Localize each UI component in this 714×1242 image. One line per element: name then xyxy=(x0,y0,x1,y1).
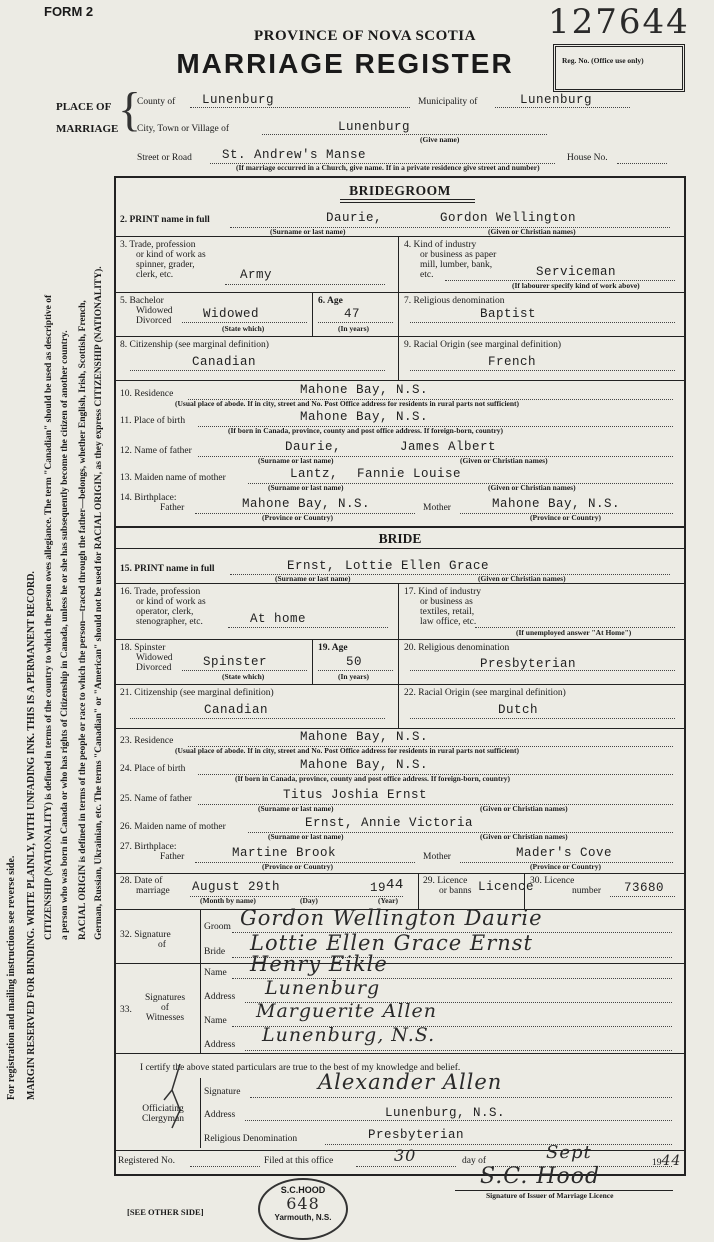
bride-father-given-caption: (Given or Christian names) xyxy=(480,804,568,813)
bride-origin-label: 22. Racial Origin (see marginal definition) xyxy=(404,688,566,698)
bride-birthplace-label: 24. Place of birth xyxy=(120,764,186,774)
marriage-date: August 29th xyxy=(192,880,281,894)
house-number-label: House No. xyxy=(567,153,608,163)
bride-racial-origin: Dutch xyxy=(498,703,539,717)
bride-age: 50 xyxy=(346,655,363,669)
bride-marital-status: Spinster xyxy=(203,655,268,669)
day-of-label: day of xyxy=(462,1156,487,1166)
bride-birthplace-note: (If born in Canada, province, county and post office address. If foreign-born, country) xyxy=(235,774,511,783)
clergy-denomination: Presbyterian xyxy=(368,1128,465,1142)
witness1-name-label: Name xyxy=(204,968,227,978)
witness-signature-label: Signatures of Witnesses xyxy=(144,993,186,1023)
bride-trade-label: 16. Trade, profession or kind of work as operator, clerk, stenographer, etc. xyxy=(120,587,206,627)
give-name-note: (Give name) xyxy=(420,135,460,144)
groom-father-given: James Albert xyxy=(400,440,497,454)
father-given-caption: (Given or Christian names) xyxy=(460,456,548,465)
registration-stamp-number: 127644 xyxy=(548,2,690,42)
father-surname-caption: (Surname or last name) xyxy=(258,456,334,465)
groom-industry-label: 4. Kind of industry or business as paper mill, lumber, bank, etc. xyxy=(404,240,497,280)
in-years-caption: (In years) xyxy=(338,324,370,333)
clergy-signature: Alexander Allen xyxy=(318,1070,503,1094)
witness2-address: Lunenburg, N.S. xyxy=(262,1024,436,1046)
bride-age-label: 19. Age xyxy=(318,643,348,653)
bride-mother-label: 26. Maiden name of mother xyxy=(120,822,226,832)
groom-surname-caption: (Surname or last name) xyxy=(270,227,346,236)
groom-age: 47 xyxy=(344,307,361,321)
bride-religion: Presbyterian xyxy=(480,657,577,671)
issuer-stamp xyxy=(258,1178,348,1240)
bride-name-label: 15. PRINT name in full xyxy=(120,564,215,574)
groom-industry: Serviceman xyxy=(536,265,617,279)
groom-signature-label: Groom xyxy=(204,922,231,932)
day-caption: (Day) xyxy=(300,896,318,905)
bride-father-bp-label: Father xyxy=(160,852,185,862)
bride-signature-label: Bride xyxy=(204,947,226,957)
street-note: (If marriage occurred in a Church, give name. If in a private residence give street and number) xyxy=(236,163,540,172)
clergy-signature-label: Signature xyxy=(204,1087,241,1097)
bridegroom-heading: BRIDEGROOM xyxy=(349,183,451,198)
bride-status-label: 18. Spinster Widowed Divorced xyxy=(120,643,173,673)
bride-given-names: Lottie Ellen Grace xyxy=(345,559,490,573)
province-heading: PROVINCE OF NOVA SCOTIA xyxy=(254,28,476,44)
bride-mother-prov-caption: (Province or Country) xyxy=(530,862,601,871)
witness-number: 33. xyxy=(120,1005,132,1015)
bride-religion-label: 20. Religious denomination xyxy=(404,643,510,653)
groom-citizenship: Canadian xyxy=(192,355,257,369)
bride-father-surname-caption: (Surname or last name) xyxy=(258,804,334,813)
groom-mother-label: 13. Maiden name of mother xyxy=(120,473,226,483)
licence-or-banns-value: Licence xyxy=(478,880,535,894)
bride-years-caption: (In years) xyxy=(338,672,370,681)
witness1-address-label: Address xyxy=(204,992,236,1002)
groom-mother-surname: Lantz, xyxy=(290,467,339,481)
witness2-name-label: Name xyxy=(204,1016,227,1026)
filed-year: 1944 xyxy=(652,1153,682,1169)
groom-mother-birthplace: Mahone Bay, N.S. xyxy=(492,497,621,511)
groom-trade: Army xyxy=(240,268,273,282)
unemployed-note: (If unemployed answer "At Home") xyxy=(516,628,632,637)
bride-birthplace: Mahone Bay, N.S. xyxy=(300,758,429,772)
groom-residence: Mahone Bay, N.S. xyxy=(300,383,429,397)
father-prov-caption: (Province or Country) xyxy=(262,513,333,522)
place-label-line2: MARRIAGE xyxy=(56,123,119,135)
street-value: St. Andrew's Manse xyxy=(222,148,367,162)
bride-father-prov-caption: (Province or Country) xyxy=(262,862,333,871)
filed-month: Sept xyxy=(546,1142,592,1163)
certification-statement: I certify the above stated particulars are true to the best of my knowledge and belief. xyxy=(140,1063,461,1073)
bride-mother-given-caption: (Given or Christian names) xyxy=(480,832,568,841)
bride-heading: BRIDE xyxy=(378,531,422,546)
witness1-name: Henry Eikle xyxy=(250,952,388,976)
licence-number: 73680 xyxy=(624,881,665,895)
groom-age-label: 6. Age xyxy=(318,296,343,306)
marriage-date-label: 28. Date of marriage xyxy=(120,876,170,896)
municipality-label: Municipality of xyxy=(418,97,478,107)
form-number: FORM 2 xyxy=(44,4,94,19)
groom-birthplace-label: 11. Place of birth xyxy=(120,416,186,426)
groom-name-label: 2. PRINT name in full xyxy=(120,215,210,225)
street-label: Street or Road xyxy=(137,153,192,163)
bride-residence-label: 23. Residence xyxy=(120,736,174,746)
bride-mother-name: Ernst, Annie Victoria xyxy=(305,816,474,830)
city-value: Lunenburg xyxy=(338,120,411,134)
year-caption: (Year) xyxy=(378,896,398,905)
bride-mother-bp-label: Mother xyxy=(423,852,451,862)
witness2-name: Marguerite Allen xyxy=(256,1000,437,1022)
couple-signature-label: 32. Signature of xyxy=(120,930,171,950)
groom-racial-origin: French xyxy=(488,355,537,369)
groom-father-label: 12. Name of father xyxy=(120,446,192,456)
groom-signature: Gordon Wellington Daurie xyxy=(240,906,543,930)
labourer-note: (If labourer specify kind of work above) xyxy=(512,281,640,290)
bride-residence-note: (Usual place of abode. If in city, street and No. Post Office address for residents in rural parts not sufficient) xyxy=(175,746,520,755)
groom-trade-label: 3. Trade, profession or kind of work as spinner, grader, clerk, etc. xyxy=(120,240,206,280)
month-caption: (Month by name) xyxy=(200,896,256,905)
city-label: City, Town or Village of xyxy=(137,124,229,134)
issuer-signature: S.C. Hood xyxy=(480,1164,601,1189)
bride-citizenship: Canadian xyxy=(204,703,269,717)
county-label: County of xyxy=(137,97,176,107)
licence-or-banns-label: 29. Licence or banns xyxy=(423,876,472,896)
clergy-address-label: Address xyxy=(204,1110,236,1120)
birthplace-note: (If born in Canada, province, county and post office address. If foreign-born, country) xyxy=(228,426,504,435)
groom-father-surname: Daurie, xyxy=(285,440,342,454)
bride-father-label: 25. Name of father xyxy=(120,794,192,804)
clergy-denomination-label: Religious Denomination xyxy=(204,1134,298,1144)
bride-parents-birthplace-label: 27. Birthplace: xyxy=(120,842,177,852)
groom-mother-given: Fannie Louise xyxy=(357,467,462,481)
citizenship-definition-1: CITIZENSHIP (NATIONALITY) is defined in terms of the country to which the person owes allegiance. The term "Canadian" should be used as descriptive of xyxy=(44,294,54,940)
groom-residence-label: 10. Residence xyxy=(120,389,174,399)
bride-given-caption: (Given or Christian names) xyxy=(478,574,566,583)
registered-no-label: Registered No. xyxy=(118,1156,175,1166)
mother-surname-caption: (Surname or last name) xyxy=(268,483,344,492)
place-label-line1: PLACE OF xyxy=(56,101,112,113)
witness2-address-label: Address xyxy=(204,1040,236,1050)
racial-origin-definition-2: German, Russian, Ukrainian, etc. The terms "Canadian" or "American" should not be used for RACIAL ORIGIN, as they express CITIZENSHIP (NATIONALITY). xyxy=(94,266,104,940)
bride-mother-surname-caption: (Surname or last name) xyxy=(268,832,344,841)
bride-industry-label: 17. Kind of industry or business as textiles, retail, law office, etc. xyxy=(404,587,482,627)
groom-birthplace: Mahone Bay, N.S. xyxy=(300,410,429,424)
municipality-value: Lunenburg xyxy=(520,93,593,107)
groom-religion-label: 7. Religious denomination xyxy=(404,296,505,306)
groom-marital-status: Widowed xyxy=(203,307,260,321)
mother-prov-caption: (Province or Country) xyxy=(530,513,601,522)
marriage-year: 1944 xyxy=(370,877,404,895)
groom-given-names: Gordon Wellington xyxy=(440,211,577,225)
groom-father-birthplace: Mahone Bay, N.S. xyxy=(242,497,371,511)
margin-instruction-1: For registration and mailing instructions see reverse side. xyxy=(6,855,17,1100)
licence-number-label: 30. Licence number xyxy=(530,876,602,896)
clergy-address: Lunenburg, N.S. xyxy=(385,1106,506,1120)
groom-religion: Baptist xyxy=(480,307,537,321)
groom-status-label: 5. Bachelor Widowed Divorced xyxy=(120,296,173,326)
witness1-address: Lunenburg xyxy=(265,977,381,999)
groom-given-caption: (Given or Christian names) xyxy=(488,227,576,236)
filed-day: 30 xyxy=(394,1146,417,1165)
stamp-name: S.C.HOOD xyxy=(280,1185,326,1195)
bride-surname-caption: (Surname or last name) xyxy=(275,574,351,583)
reg-number-box xyxy=(553,44,685,92)
groom-father-bp-label: Father xyxy=(160,503,185,513)
bride-father-name: Titus Joshia Ernst xyxy=(283,788,428,802)
county-value: Lunenburg xyxy=(202,93,275,107)
bride-surname: Ernst, xyxy=(287,559,336,573)
bride-citizenship-label: 21. Citizenship (see marginal definition) xyxy=(120,688,274,698)
margin-instruction-2: MARGIN RESERVED FOR BINDING. WRITE PLAINLY, WITH UNFADING INK. THIS IS A PERMANENT RECORD. xyxy=(26,571,37,1100)
residence-note: (Usual place of abode. If in city, street and No. Post Office address for residents in rural parts not sufficient) xyxy=(175,399,520,408)
filed-label: Filed at this office xyxy=(264,1156,334,1166)
bride-signature: Lottie Ellen Grace Ernst xyxy=(250,931,533,955)
bride-state-caption: (State which) xyxy=(222,672,265,681)
groom-citizenship-label: 8. Citizenship (see marginal definition) xyxy=(120,340,269,350)
groom-mother-bp-label: Mother xyxy=(423,503,451,513)
groom-origin-label: 9. Racial Origin (see marginal definition) xyxy=(404,340,562,350)
bride-trade: At home xyxy=(250,612,307,626)
bride-mother-birthplace: Mader's Cove xyxy=(516,846,613,860)
stamp-number: 648 xyxy=(286,1194,320,1213)
see-other-side-note: [SEE OTHER SIDE] xyxy=(127,1207,204,1217)
citizenship-definition-2: a person who was born in Canada or who has rights of Citizenship in Canada, unless he or she has subsequently become the citizen of another country. xyxy=(60,330,70,940)
groom-parents-birthplace-label: 14. Birthplace: xyxy=(120,493,177,503)
stamp-place: Yarmouth, N.S. xyxy=(274,1213,332,1222)
issuer-signature-caption: Signature of Issuer of Marriage Licence xyxy=(486,1191,614,1200)
state-which-caption: (State which) xyxy=(222,324,265,333)
reg-number-label: Reg. No. (Office use only) xyxy=(562,56,644,65)
officiating-clergyman-label: Officiating Clergyman xyxy=(141,1104,185,1124)
bride-father-birthplace: Martine Brook xyxy=(232,846,337,860)
mother-given-caption: (Given or Christian names) xyxy=(488,483,576,492)
form-title: MARRIAGE REGISTER xyxy=(176,48,514,79)
racial-origin-definition-1: RACIAL ORIGIN is defined in terms of the people or race to which the person—traced through the father—belongs, whether English, Irish, Scottish, French, xyxy=(78,300,88,940)
groom-surname: Daurie, xyxy=(326,211,383,225)
bride-residence: Mahone Bay, N.S. xyxy=(300,730,429,744)
brace-icon: { xyxy=(118,83,142,136)
